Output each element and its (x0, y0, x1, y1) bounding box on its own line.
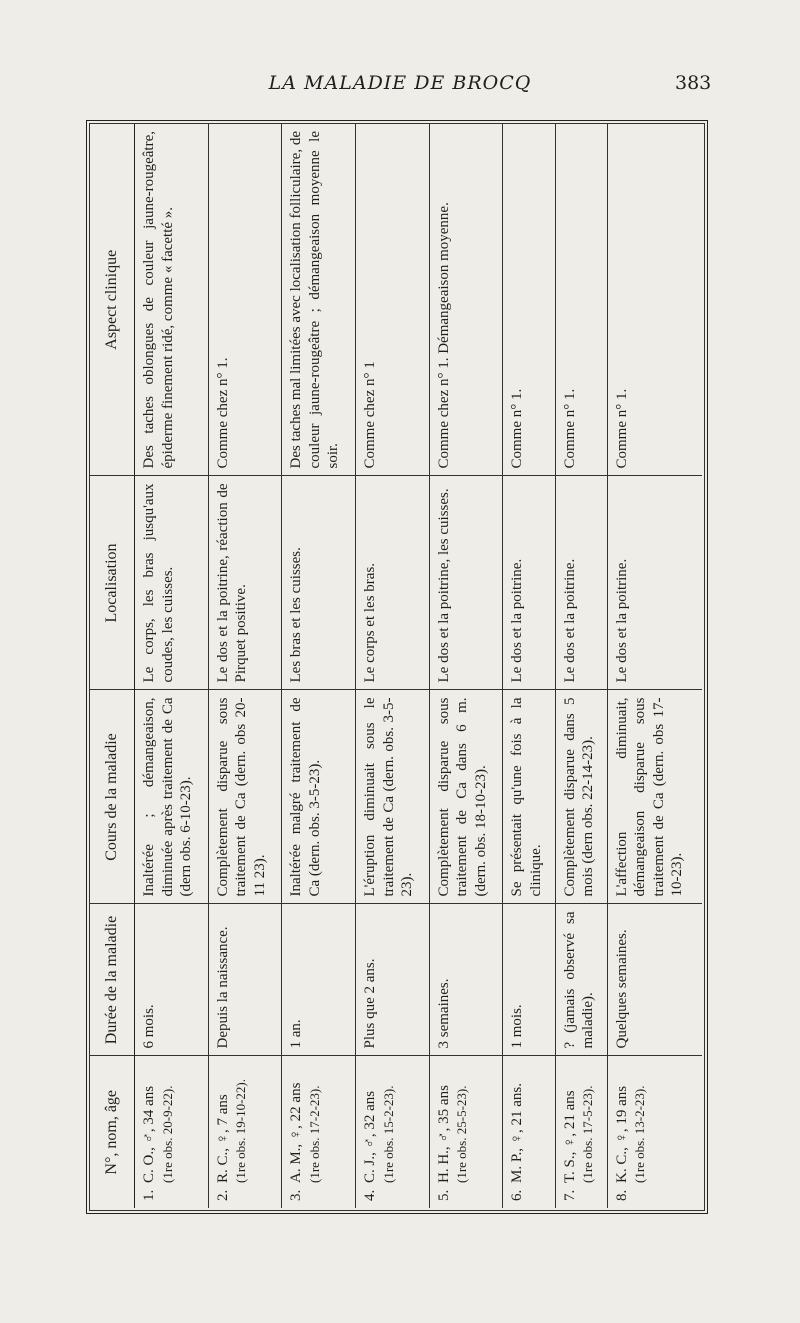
case-number: 4. (362, 1189, 379, 1201)
cell-duree: ? (jamais observé sa maladie). (555, 904, 607, 1056)
table-frame (89, 123, 705, 1211)
header-cell-aspect: Aspect clinique (90, 124, 135, 476)
patient-obs: (1re obs. 17-5-23). (580, 1085, 596, 1183)
patient-obs: (1re obs. 15-2-23). (380, 1085, 396, 1183)
page-number: 383 (675, 72, 712, 94)
cell-cours: L'affection diminuait, démangeaison disparue sous traitement de Ca (dern. obs 17-10-23). (607, 690, 702, 904)
cell-patient (282, 1056, 356, 1208)
cell-patient (356, 1056, 430, 1208)
case-number: 8. (613, 1189, 630, 1201)
table-row (282, 124, 356, 1208)
table-header-row (90, 124, 135, 1208)
table-row (429, 124, 503, 1208)
cell-aspect: Des taches mal limitées avec localisation folliculaire, de couleur jaune-rougeâtre ; démangeaison moyenne le soir. (282, 124, 356, 476)
table-row (503, 124, 555, 1208)
cell-localisation: Le dos et la poitrine, les cuisses. (429, 476, 503, 690)
case-number: 2. (214, 1189, 231, 1201)
cell-localisation: Le corps et les bras. (356, 476, 430, 690)
cell-patient (135, 1056, 209, 1208)
header-cell-duree: Durée de la maladie (90, 904, 135, 1056)
case-number: 7. (561, 1189, 578, 1201)
cell-cours: Complètement disparue sous traitement de Ca (dern. obs 20-11 23). (208, 690, 282, 904)
table-row (356, 124, 430, 1208)
cell-aspect: Comme n° 1. (555, 124, 607, 476)
case-number: 5. (435, 1189, 452, 1201)
cell-cours: Inaltérée ; démangeaison, diminuée après traitement de Ca (dern obs. 6-10-23). (135, 690, 209, 904)
cell-duree: Plus que 2 ans. (356, 904, 430, 1056)
cell-cours: Complètement disparue sous traitement de Ca dans 6 m. (dern. obs. 18-10-23). (429, 690, 503, 904)
patient-name: H. H., ♂, 35 ans (435, 1085, 452, 1183)
header-cell-cours: Cours de la maladie (90, 690, 135, 904)
cell-patient (429, 1056, 503, 1208)
cell-aspect: Comme chez n° 1. (208, 124, 282, 476)
cell-duree: 3 semaines. (429, 904, 503, 1056)
patient-obs: (1re obs. 17-2-23). (306, 1085, 322, 1183)
patient-name: A. M., ♀, 22 ans (288, 1082, 305, 1183)
table-row (135, 124, 209, 1208)
case-number: 6. (509, 1189, 526, 1201)
cell-localisation: Le dos et la poitrine. (503, 476, 555, 690)
cell-duree: Quelques semaines. (607, 904, 702, 1056)
patient-name: T. S., ♀, 21 ans (561, 1090, 578, 1183)
cell-patient (208, 1056, 282, 1208)
cell-duree: 6 mois. (135, 904, 209, 1056)
header-cell-localisation: Localisation (90, 476, 135, 690)
cell-localisation: Le corps, les bras jusqu'aux coudes, les cuisses. (135, 476, 209, 690)
cell-localisation: Le dos et la poitrine. (607, 476, 702, 690)
patient-name: K. C., ♀, 19 ans (613, 1085, 630, 1183)
cell-duree: 1 mois. (503, 904, 555, 1056)
patient-name: R. C., ♀, 7 ans (214, 1094, 231, 1183)
cell-patient (555, 1056, 607, 1208)
table-row (208, 124, 282, 1208)
patient-obs: (1re obs. 25-5-23). (454, 1085, 470, 1183)
table-row (555, 124, 607, 1208)
patient-obs: (1re obs. 13-2-23). (632, 1085, 648, 1183)
cell-duree: Depuis la naissance. (208, 904, 282, 1056)
cell-aspect: Comme chez n° 1. Démangeaison moyenne. (429, 124, 503, 476)
running-title: LA MALADIE DE BROCQ (268, 72, 532, 94)
cell-duree: 1 an. (282, 904, 356, 1056)
patient-obs: (1re obs. 19-10-22). (233, 1079, 249, 1183)
patient-name: C. O., ♂, 34 ans (141, 1085, 157, 1183)
cell-aspect: Comme n° 1. (503, 124, 555, 476)
cell-localisation: Les bras et les cuisses. (282, 476, 356, 690)
cell-aspect: Des taches oblongues de couleur jaune-rougeâtre, épiderme finement ridé, comme « facetté ». (135, 124, 209, 476)
patient-name: M. P., ♀, 21 ans. (509, 1082, 526, 1183)
cell-patient (503, 1056, 555, 1208)
cell-localisation: Le dos et la poitrine, réaction de Pirquet positive. (208, 476, 282, 690)
cell-aspect: Comme n° 1. (607, 124, 702, 476)
table-row (607, 124, 702, 1208)
cell-cours: L'éruption diminuait sous le traitement de Ca (dern. obs. 3-5-23). (356, 690, 430, 904)
cases-table (90, 124, 702, 1208)
cell-cours: Complètement disparue dans 5 mois (dern obs. 22-14-23). (555, 690, 607, 904)
case-number: 1. (141, 1189, 157, 1201)
cell-localisation: Le dos et la poitrine. (555, 476, 607, 690)
patient-name: C. J., ♂, 32 ans (362, 1090, 379, 1183)
cell-aspect: Comme chez n° 1 (356, 124, 430, 476)
header-cell-numero: N°, nom, âge (90, 1056, 135, 1208)
rotated-table-wrapper (90, 124, 702, 1208)
patient-obs: (1re obs. 20-9-22). (159, 1085, 175, 1183)
case-number: 3. (288, 1189, 305, 1201)
cell-cours: Se présentait qu'une fois à la clinique. (503, 690, 555, 904)
cell-cours: Inaltérée malgré traitement de Ca (dern. obs. 3-5-23). (282, 690, 356, 904)
cell-patient (607, 1056, 702, 1208)
